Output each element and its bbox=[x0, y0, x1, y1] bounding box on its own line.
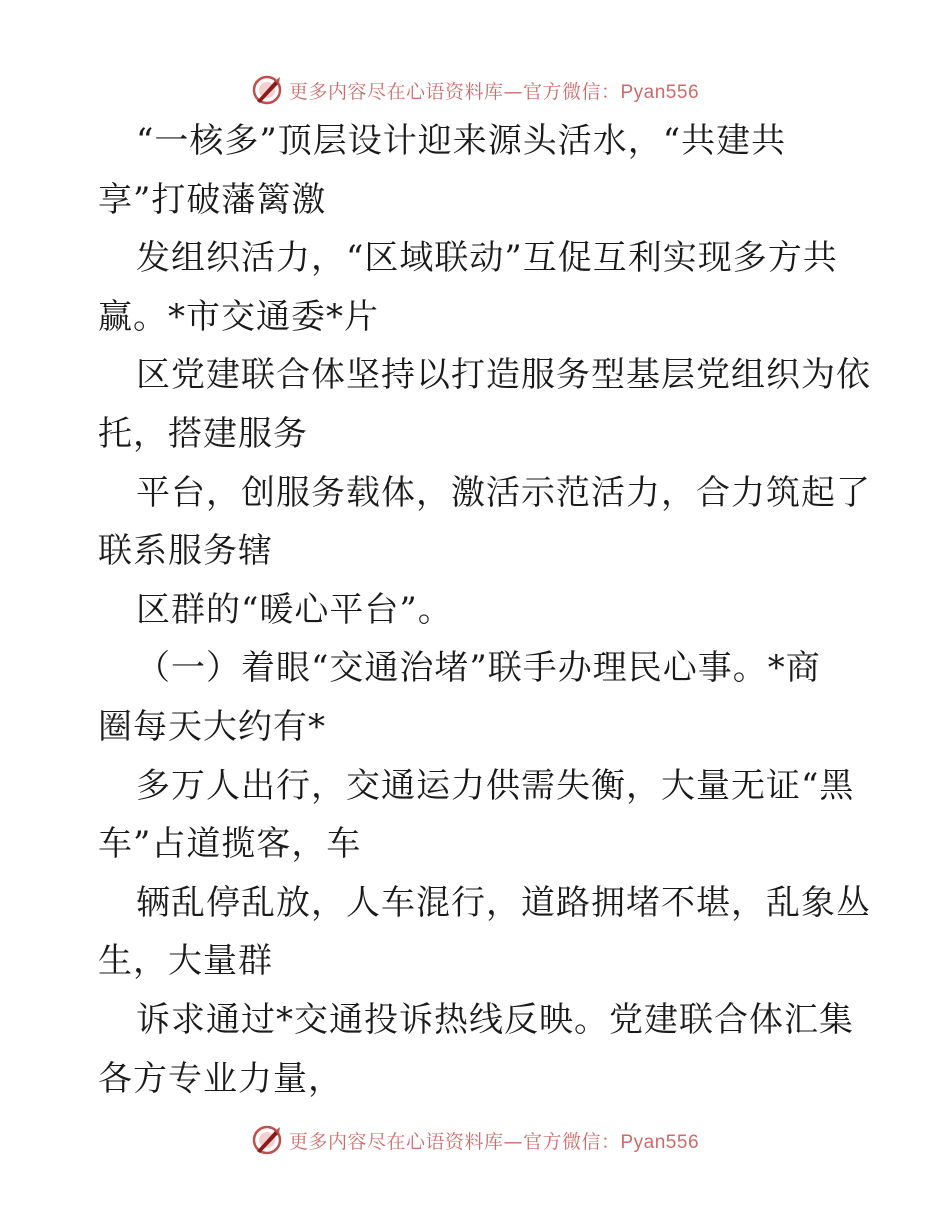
text-line: 平台，创服务载体，激活示范活力，合力筑起了 bbox=[136, 472, 871, 513]
text-line: （一）着眼“交通治堵”联手办理民心事。*商 bbox=[136, 648, 821, 689]
text-line: 辆乱停乱放，人车混行，道路拥堵不堪，乱象丛 bbox=[136, 882, 871, 923]
text-line: 诉求通过*交通投诉热线反映。党建联合体汇集 bbox=[136, 1000, 854, 1040]
text-line: 生，大量群 bbox=[98, 941, 273, 982]
quill-logo-icon bbox=[251, 74, 283, 106]
text-line: “一核多”顶层设计迎来源头活水，“共建共 bbox=[136, 121, 787, 161]
quill-logo-icon bbox=[251, 1124, 283, 1156]
text-line: 区党建联合体坚持以打造服务型基层党组织为依 bbox=[136, 355, 871, 396]
watermark-text: 更多内容尽在心语资料库—官方微信：Pyan556 bbox=[288, 80, 700, 103]
text-line: 区群的“暖心平台”。 bbox=[136, 589, 453, 630]
text-line: 圈每天大约有* bbox=[98, 707, 326, 747]
watermark-text: 更多内容尽在心语资料库—官方微信：Pyan556 bbox=[288, 1130, 700, 1153]
text-line: 托，搭建服务 bbox=[98, 414, 308, 454]
text-line: 联系服务辖 bbox=[98, 531, 273, 572]
header-watermark bbox=[0, 70, 950, 110]
text-line: 发组织活力，“区域联动”互促互利实现多方共 bbox=[136, 238, 838, 279]
text-line: 各方专业力量， bbox=[98, 1058, 343, 1099]
text-line: 多万人出行，交通运力供需失衡，大量无证“黑 bbox=[136, 765, 855, 806]
text-line: 车”占道揽客，车 bbox=[98, 824, 362, 865]
text-line: 享”打破藩篱激 bbox=[98, 179, 327, 220]
text-line: 赢。*市交通委*片 bbox=[98, 296, 379, 337]
footer-watermark bbox=[0, 1120, 950, 1160]
